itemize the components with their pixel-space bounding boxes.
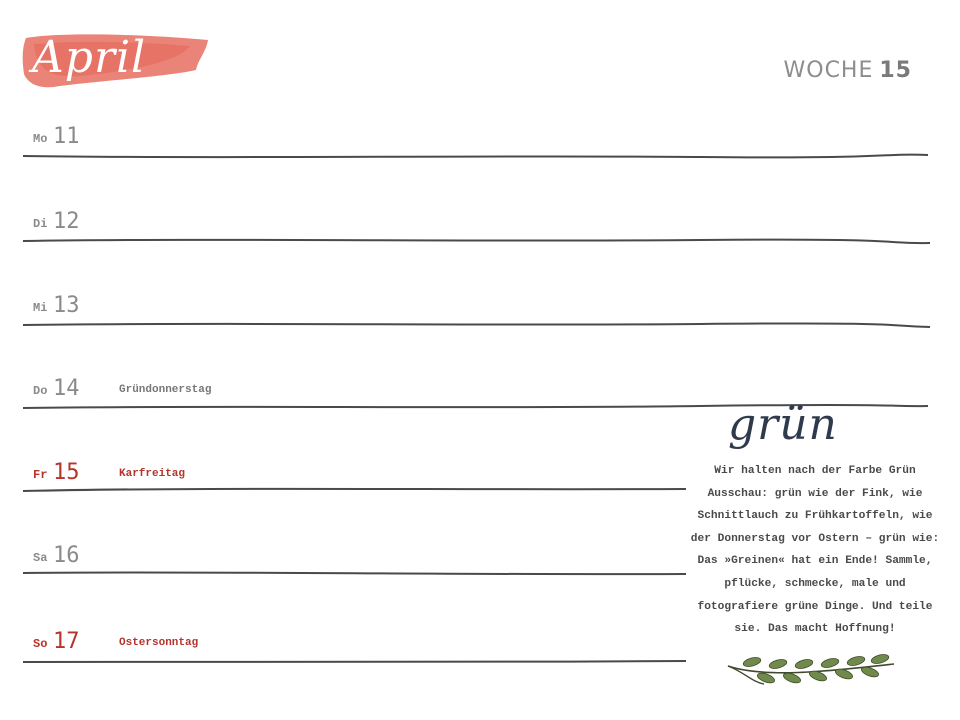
day-note: Ostersonntag <box>119 637 199 649</box>
day-line-mi <box>23 323 930 327</box>
month-title: April <box>32 32 147 83</box>
day-abbr: Di <box>33 217 48 231</box>
leaf-branch-icon <box>724 652 900 692</box>
day-line-mo <box>23 155 928 158</box>
day-number: 13 <box>53 293 80 318</box>
week-number: 15 <box>879 58 912 83</box>
day-abbr: Do <box>33 384 48 398</box>
day-abbr: Fr <box>33 468 48 482</box>
day-number: 14 <box>53 376 80 401</box>
day-line-di <box>23 240 930 244</box>
sidebar-text: Wir halten nach der Farbe Grün Ausschau: grün wie der Fink, wie Schnittlauch zu Frühkartoffeln, wie der Donnerstag vor Ostern – grün wie: Das »Greinen« hat ein Ende! Sammle, pflücke, schmecke, male und fotografiere grüne Dinge. Und teile sie. Das macht Hoffnung! <box>690 465 940 636</box>
day-number: 17 <box>53 629 80 654</box>
day-line-sa <box>23 572 686 574</box>
day-number: 15 <box>53 460 80 485</box>
day-line-fr <box>23 489 686 491</box>
day-number: 12 <box>53 209 80 234</box>
day-abbr: So <box>33 637 48 651</box>
day-note: Karfreitag <box>119 468 186 480</box>
week-label: WOCHE <box>783 58 874 83</box>
day-line-so <box>23 661 686 662</box>
day-abbr: Mi <box>33 301 48 315</box>
day-number: 16 <box>53 543 80 568</box>
color-theme-sidebar <box>690 398 940 641</box>
day-number: 11 <box>53 124 80 149</box>
day-note: Gründonnerstag <box>119 384 212 396</box>
sidebar-title: grün <box>728 399 838 450</box>
day-abbr: Mo <box>33 132 48 146</box>
day-abbr: Sa <box>33 551 48 565</box>
